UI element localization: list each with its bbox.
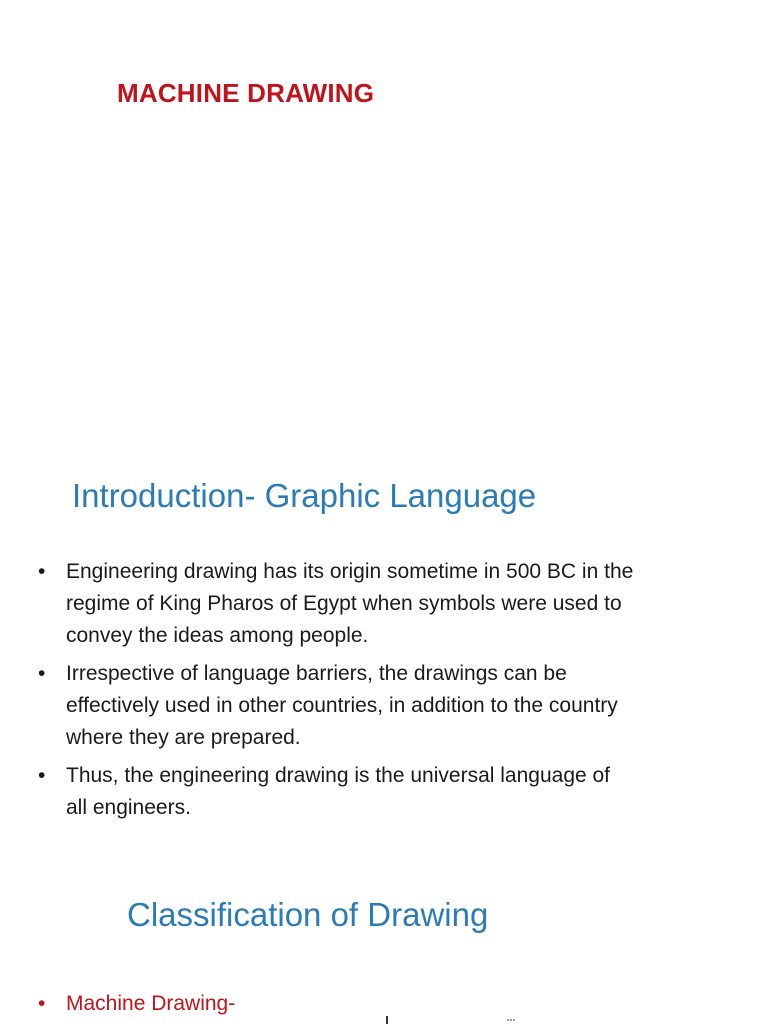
cut-off-glyph [507, 1019, 515, 1026]
bullet-icon: • [38, 764, 46, 787]
bullet-icon: • [38, 992, 46, 1015]
list-item [36, 988, 235, 1020]
classification-item-text: Machine Drawing- [66, 992, 236, 1015]
bullet-text: Engineering drawing has its origin sometime in 500 BC in the regime of King Pharos of Egypt when symbols were used to convey the ideas among people. [66, 560, 634, 647]
bullet-icon: • [38, 560, 46, 583]
bullet-icon: • [38, 662, 46, 685]
list-item [36, 658, 636, 754]
bullet-text: Thus, the engineering drawing is the universal language of all engineers. [66, 764, 611, 819]
list-item [36, 760, 636, 824]
classification-list [36, 988, 235, 1020]
intro-heading: Introduction- Graphic Language [72, 477, 537, 514]
intro-bullet-list [36, 556, 636, 830]
cut-off-glyph [386, 1016, 388, 1024]
page-title: MACHINE DRAWING [117, 78, 375, 108]
classification-heading: Classification of Drawing [127, 896, 489, 933]
bullet-text: Irrespective of language barriers, the drawings can be effectively used in other countries, in addition to the country where they are prepared. [66, 662, 618, 749]
list-item [36, 556, 636, 652]
